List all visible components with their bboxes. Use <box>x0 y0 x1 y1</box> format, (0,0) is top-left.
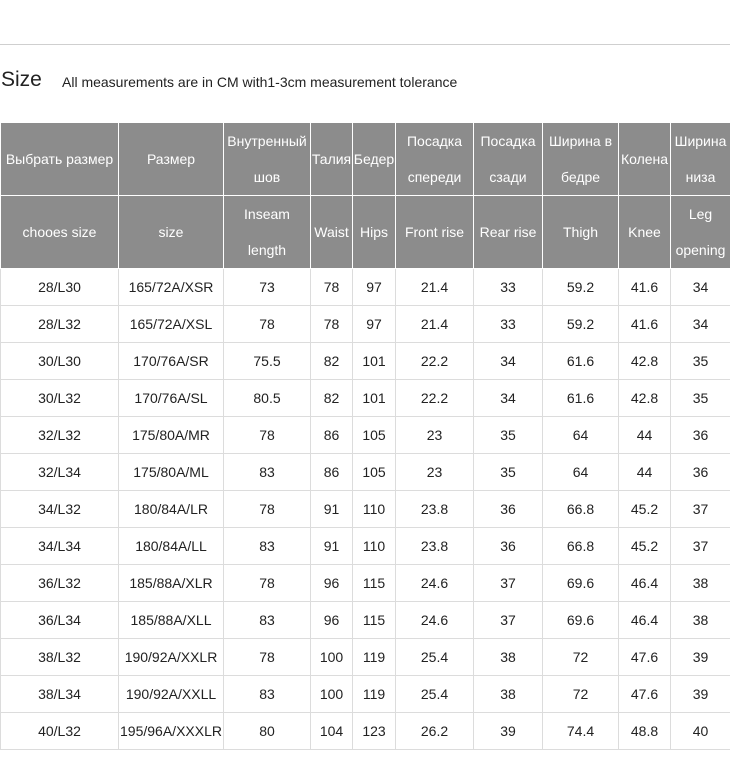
table-cell: 190/92A/XXLL <box>119 676 224 713</box>
table-row <box>1 417 730 454</box>
table-cell: 24.6 <box>396 602 474 639</box>
table-cell: 78 <box>224 417 311 454</box>
table-cell: 22.2 <box>396 380 474 417</box>
table-cell: 39 <box>671 676 730 713</box>
table-cell: 37 <box>671 491 730 528</box>
table-row <box>1 639 730 676</box>
header-cell: Inseam length <box>224 196 311 269</box>
table-row <box>1 454 730 491</box>
header-cell: Leg opening <box>671 196 730 269</box>
size-title: Size <box>1 68 42 91</box>
divider <box>0 44 730 45</box>
table-cell: 97 <box>353 269 396 306</box>
header-cell: Ширина низа <box>671 123 730 196</box>
table-cell: 91 <box>311 491 353 528</box>
table-cell: 64 <box>543 417 619 454</box>
table-cell: 97 <box>353 306 396 343</box>
table-cell: 46.4 <box>619 602 671 639</box>
table-cell: 110 <box>353 528 396 565</box>
table-cell: 41.6 <box>619 269 671 306</box>
table-cell: 105 <box>353 417 396 454</box>
table-cell: 36 <box>671 454 730 491</box>
table-cell: 40 <box>671 713 730 750</box>
table-cell: 28/L32 <box>1 306 119 343</box>
table-cell: 44 <box>619 454 671 491</box>
table-cell: 72 <box>543 639 619 676</box>
table-cell: 32/L32 <box>1 417 119 454</box>
table-cell: 185/88A/XLL <box>119 602 224 639</box>
table-cell: 34 <box>671 269 730 306</box>
table-row <box>1 565 730 602</box>
table-cell: 25.4 <box>396 676 474 713</box>
table-cell: 47.6 <box>619 639 671 676</box>
table-cell: 78 <box>224 306 311 343</box>
header-cell: Выбрать размер <box>1 123 119 196</box>
header-cell: Knee <box>619 196 671 269</box>
table-cell: 91 <box>311 528 353 565</box>
table-cell: 66.8 <box>543 528 619 565</box>
table-cell: 45.2 <box>619 491 671 528</box>
table-cell: 104 <box>311 713 353 750</box>
table-cell: 36/L34 <box>1 602 119 639</box>
table-cell: 82 <box>311 380 353 417</box>
table-cell: 39 <box>671 639 730 676</box>
table-cell: 165/72A/XSL <box>119 306 224 343</box>
header-cell: Бедер <box>353 123 396 196</box>
table-cell: 61.6 <box>543 380 619 417</box>
table-cell: 35 <box>474 417 543 454</box>
table-cell: 100 <box>311 676 353 713</box>
table-cell: 38 <box>474 639 543 676</box>
table-cell: 78 <box>311 269 353 306</box>
table-row <box>1 380 730 417</box>
table-cell: 36 <box>671 417 730 454</box>
header-cell: size <box>119 196 224 269</box>
table-cell: 28/L30 <box>1 269 119 306</box>
table-cell: 110 <box>353 491 396 528</box>
header-cell: Rear rise <box>474 196 543 269</box>
table-row <box>1 528 730 565</box>
table-cell: 78 <box>224 639 311 676</box>
table-cell: 69.6 <box>543 565 619 602</box>
table-cell: 22.2 <box>396 343 474 380</box>
table-cell: 105 <box>353 454 396 491</box>
table-cell: 80 <box>224 713 311 750</box>
header-cell: Ширина в бедре <box>543 123 619 196</box>
table-cell: 35 <box>671 380 730 417</box>
table-row <box>1 269 730 306</box>
table-cell: 86 <box>311 454 353 491</box>
table-row <box>1 306 730 343</box>
table-cell: 115 <box>353 602 396 639</box>
table-cell: 45.2 <box>619 528 671 565</box>
table-cell: 34 <box>671 306 730 343</box>
table-cell: 34/L32 <box>1 491 119 528</box>
table-cell: 75.5 <box>224 343 311 380</box>
table-row <box>1 343 730 380</box>
table-cell: 165/72A/XSR <box>119 269 224 306</box>
table-cell: 30/L30 <box>1 343 119 380</box>
table-cell: 115 <box>353 565 396 602</box>
header-cell: Hips <box>353 196 396 269</box>
table-cell: 23.8 <box>396 491 474 528</box>
table-cell: 83 <box>224 528 311 565</box>
table-row <box>1 491 730 528</box>
table-cell: 41.6 <box>619 306 671 343</box>
table-cell: 21.4 <box>396 306 474 343</box>
table-cell: 35 <box>671 343 730 380</box>
table-cell: 185/88A/XLR <box>119 565 224 602</box>
table-cell: 170/76A/SR <box>119 343 224 380</box>
table-cell: 24.6 <box>396 565 474 602</box>
header-cell: chooes size <box>1 196 119 269</box>
table-cell: 33 <box>474 306 543 343</box>
table-cell: 33 <box>474 269 543 306</box>
table-cell: 23 <box>396 454 474 491</box>
table-cell: 32/L34 <box>1 454 119 491</box>
header-cell: Талия <box>311 123 353 196</box>
table-cell: 21.4 <box>396 269 474 306</box>
table-cell: 123 <box>353 713 396 750</box>
table-cell: 66.8 <box>543 491 619 528</box>
table-cell: 38 <box>474 676 543 713</box>
table-cell: 36/L32 <box>1 565 119 602</box>
table-cell: 80.5 <box>224 380 311 417</box>
table-cell: 37 <box>474 602 543 639</box>
header-cell: Thigh <box>543 196 619 269</box>
table-cell: 83 <box>224 454 311 491</box>
table-cell: 78 <box>311 306 353 343</box>
table-row <box>1 676 730 713</box>
table-cell: 86 <box>311 417 353 454</box>
table-cell: 47.6 <box>619 676 671 713</box>
table-cell: 180/84A/LR <box>119 491 224 528</box>
table-cell: 59.2 <box>543 306 619 343</box>
table-cell: 100 <box>311 639 353 676</box>
table-cell: 96 <box>311 565 353 602</box>
table-cell: 96 <box>311 602 353 639</box>
table-cell: 38/L32 <box>1 639 119 676</box>
table-cell: 37 <box>474 565 543 602</box>
table-cell: 78 <box>224 565 311 602</box>
table-cell: 74.4 <box>543 713 619 750</box>
table-cell: 39 <box>474 713 543 750</box>
header-cell: Front rise <box>396 196 474 269</box>
table-cell: 38 <box>671 602 730 639</box>
table-cell: 64 <box>543 454 619 491</box>
table-cell: 25.4 <box>396 639 474 676</box>
header-cell: Внутренный шов <box>224 123 311 196</box>
table-cell: 72 <box>543 676 619 713</box>
table-cell: 101 <box>353 343 396 380</box>
table-cell: 119 <box>353 639 396 676</box>
table-cell: 48.8 <box>619 713 671 750</box>
table-cell: 190/92A/XXLR <box>119 639 224 676</box>
table-cell: 175/80A/ML <box>119 454 224 491</box>
table-cell: 78 <box>224 491 311 528</box>
table-cell: 46.4 <box>619 565 671 602</box>
table-cell: 38/L34 <box>1 676 119 713</box>
table-cell: 42.8 <box>619 343 671 380</box>
table-cell: 69.6 <box>543 602 619 639</box>
table-row <box>1 713 730 750</box>
table-cell: 34 <box>474 343 543 380</box>
header-cell: Посадка сзади <box>474 123 543 196</box>
table-cell: 36 <box>474 528 543 565</box>
table-cell: 119 <box>353 676 396 713</box>
table-cell: 59.2 <box>543 269 619 306</box>
table-cell: 35 <box>474 454 543 491</box>
table-cell: 23.8 <box>396 528 474 565</box>
table-cell: 180/84A/LL <box>119 528 224 565</box>
table-cell: 42.8 <box>619 380 671 417</box>
header-row-en <box>1 196 730 269</box>
size-table <box>0 122 730 750</box>
header-cell: Размер <box>119 123 224 196</box>
table-cell: 195/96A/XXXLR <box>119 713 224 750</box>
header-cell: Waist <box>311 196 353 269</box>
table-cell: 170/76A/SL <box>119 380 224 417</box>
table-cell: 30/L32 <box>1 380 119 417</box>
table-cell: 83 <box>224 676 311 713</box>
table-cell: 73 <box>224 269 311 306</box>
header-cell: Посадка спереди <box>396 123 474 196</box>
table-cell: 34 <box>474 380 543 417</box>
table-cell: 101 <box>353 380 396 417</box>
table-cell: 34/L34 <box>1 528 119 565</box>
table-cell: 82 <box>311 343 353 380</box>
table-cell: 61.6 <box>543 343 619 380</box>
table-cell: 83 <box>224 602 311 639</box>
header-cell: Колена <box>619 123 671 196</box>
measurement-note: All measurements are in CM with1-3cm measurement tolerance <box>62 74 458 90</box>
table-cell: 23 <box>396 417 474 454</box>
table-cell: 40/L32 <box>1 713 119 750</box>
header-row-ru <box>1 123 730 196</box>
table-cell: 175/80A/MR <box>119 417 224 454</box>
table-cell: 44 <box>619 417 671 454</box>
table-cell: 38 <box>671 565 730 602</box>
table-cell: 36 <box>474 491 543 528</box>
table-cell: 26.2 <box>396 713 474 750</box>
table-cell: 37 <box>671 528 730 565</box>
table-row <box>1 602 730 639</box>
